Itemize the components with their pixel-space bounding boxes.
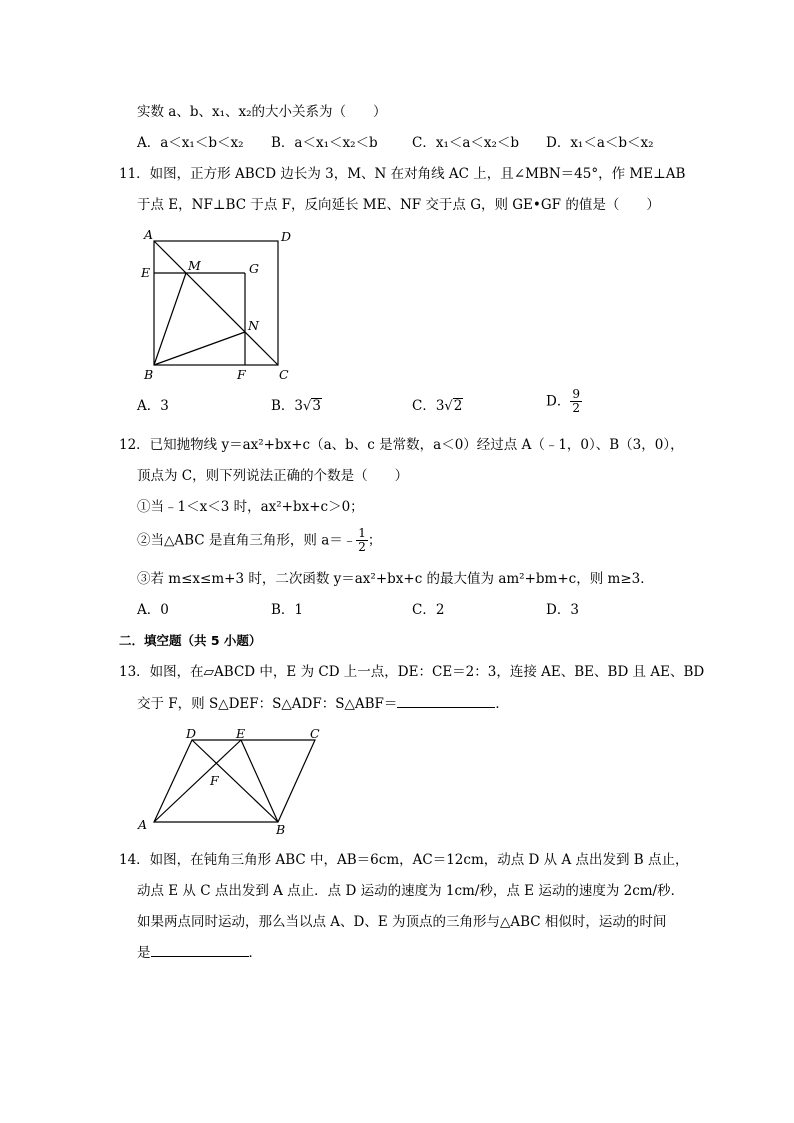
- label-f: F: [237, 367, 246, 382]
- q11-line2: 于点 E，NF⊥BC 于点 F，反向延长 ME、NF 交于点 G，则 GE•GF 的值是（ ）: [137, 197, 660, 213]
- diagonal-ac: [154, 241, 278, 365]
- sqrt-2: 2: [453, 398, 463, 414]
- q12-statement-2: ②当△ABC 是直角三角形，则 a＝﹣ $\frac{1}{2}$ ；: [137, 526, 382, 554]
- q12-option-c: C．2: [412, 602, 445, 618]
- segment-ae: [154, 740, 241, 822]
- label-a: A: [138, 817, 148, 832]
- label-g: G: [249, 261, 259, 276]
- q12-option-b: B．1: [271, 602, 304, 618]
- q12-option-a: A．0: [137, 602, 169, 618]
- label-e: E: [236, 726, 246, 741]
- q12-statement-1: ①当﹣1＜x＜3 时，ax²+bx+c＞0；: [137, 499, 364, 515]
- q14-line1: 14．如图，在钝角三角形 ABC 中，AB＝6cm，AC＝12cm，动点 D 从 A 点出发到 B 点止，: [119, 852, 689, 868]
- q11-option-d: D． $\frac{9}{2}$: [546, 387, 580, 415]
- q10-option-d: D．x₁＜a＜b＜x₂: [546, 135, 654, 151]
- label-m: M: [188, 258, 201, 273]
- q11-option-a: A．3: [137, 398, 169, 414]
- q14-answer-blank: [151, 944, 249, 957]
- segment-bd: [192, 740, 278, 822]
- q14-line3: 如果两点同时运动，那么当以点 A、D、E 为顶点的三角形与△ABC 相似时，运动的时间: [137, 914, 667, 930]
- q10-option-a: A．a＜x₁＜b＜x₂: [137, 135, 244, 151]
- label-f: F: [210, 773, 219, 788]
- q12-statement-3: ③若 m≤x≤m+3 时，二次函数 y＝ax²+bx+c 的最大值为 am²+bm+c，则 m≥3．: [137, 571, 654, 587]
- segment-bn: [154, 332, 245, 365]
- fraction-1-2: $\frac{1}{2}$: [358, 526, 366, 554]
- q10-stem: 实数 a、b、x₁、x₂的大小关系为（ ）: [137, 104, 387, 120]
- q10-option-c: C．x₁＜a＜x₂＜b: [412, 135, 520, 151]
- q10-option-b: B．a＜x₁＜x₂＜b: [271, 135, 378, 151]
- q14-line2: 动点 E 从 C 点出发到 A 点止．点 D 运动的速度为 1cm/秒，点 E 运动的速度为 2cm/秒．: [137, 883, 685, 899]
- q13-line1: 13．如图，在▱ABCD 中，E 为 CD 上一点，DE：CE＝2：3，连接 AE、BE、BD 且 AE、BD: [119, 664, 705, 680]
- segment-be: [241, 740, 278, 822]
- label-c: C: [310, 726, 320, 741]
- q12-line2: 顶点为 C，则下列说法正确的个数是（ ）: [137, 468, 409, 484]
- q13-answer-blank: [397, 695, 495, 708]
- label-b: B: [276, 822, 286, 837]
- label-d: D: [186, 726, 197, 741]
- label-e: E: [141, 265, 151, 280]
- q13-line2: 交于 F，则 S△DEF：S△ADF：S△ABF＝ ．: [137, 696, 509, 712]
- label-a: A: [144, 227, 154, 242]
- label-c: C: [279, 367, 289, 382]
- label-n: N: [248, 318, 259, 333]
- q13-parallelogram-diagram: [130, 725, 330, 840]
- q12-option-d: D．3: [546, 602, 579, 618]
- label-d: D: [281, 229, 292, 244]
- q12-line1: 12．已知抛物线 y＝ax²+bx+c（a、b、c 是常数，a＜0）经过点 A（﹣1，0）、B（3，0），: [119, 437, 684, 453]
- section-heading-fill-in: 二．填空题（共 5 小题）: [119, 633, 262, 648]
- q11-option-b: B．3√3: [271, 398, 321, 414]
- sqrt-3: 3: [312, 398, 321, 414]
- q11-line1: 11．如图，正方形 ABCD 边长为 3，M、N 在对角线 AC 上，且∠MBN＝45°，作 ME⊥AB: [119, 166, 686, 182]
- segment-bm: [154, 273, 186, 365]
- q11-option-c: C．3√2: [412, 398, 463, 414]
- fraction-9-2: $\frac{9}{2}$: [572, 387, 580, 415]
- q11-square-diagram: [135, 225, 300, 385]
- label-b: B: [144, 367, 154, 382]
- q14-line4: 是 ．: [137, 945, 262, 961]
